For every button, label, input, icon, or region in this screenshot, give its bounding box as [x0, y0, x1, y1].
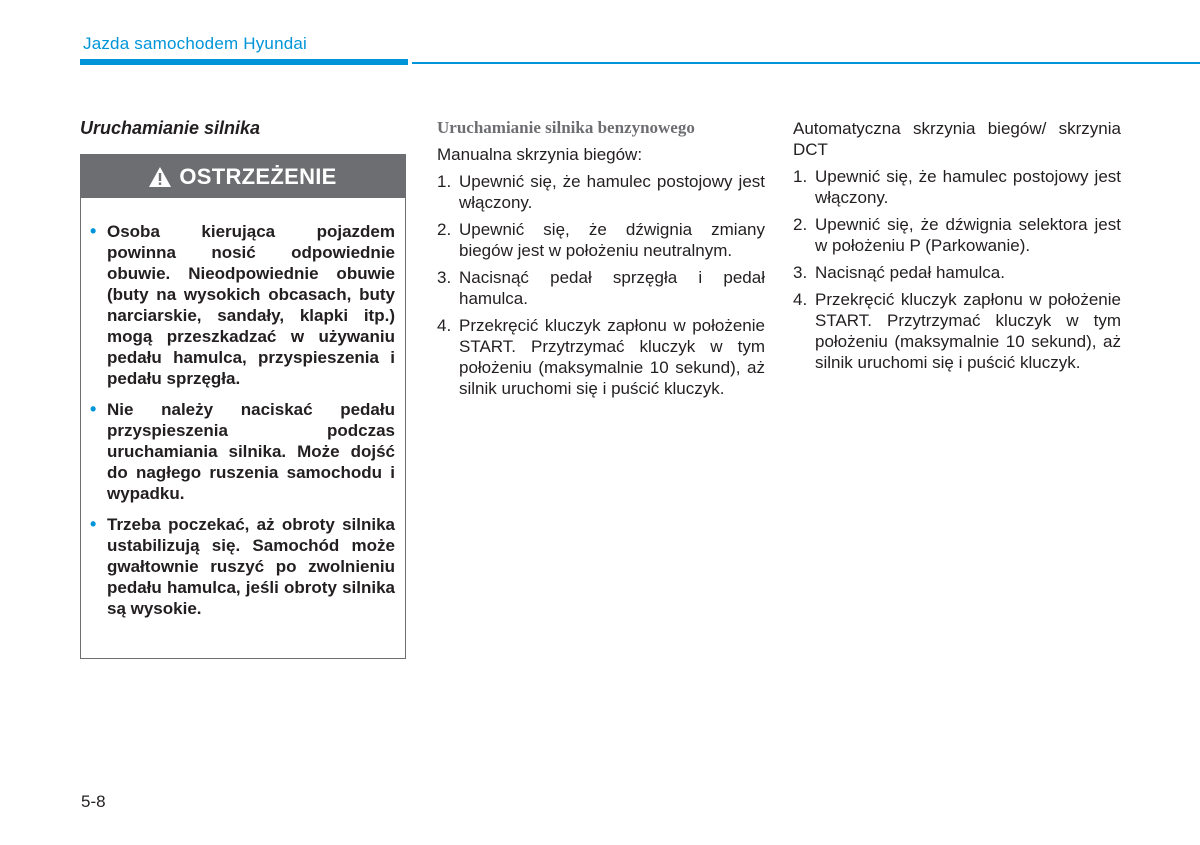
automatic-transmission-section	[793, 118, 1121, 379]
list-item	[793, 166, 1121, 208]
step-number: 3.	[437, 268, 452, 287]
step-text: Upewnić się, że dźwignia selektora jest w położeniu P (Parkowanie).	[815, 215, 1121, 255]
warning-item: • Nie należy naciskać pedału przyspieszenia podczas uruchamiania silnika. Może dojść do nagłego ruszenia samochodu i wypadku.	[107, 399, 395, 504]
step-number: 3.	[793, 263, 808, 282]
warning-item: • Osoba kierująca pojazdem powinna nosić odpowiednie obuwie. Nieodpowiednie obuwie (buty na wysokich obcasach, buty narciarskie, sandały, klapki itp.) mogą przeszkadzać w używaniu pedału hamulca, przyspieszenia i pedału sprzęgła.	[107, 221, 395, 389]
step-text: Przekręcić kluczyk zapłonu w położenie START. Przytrzymać kluczyk w tym położeniu (maksymalnie 10 sekund), aż silnik uruchomi się i puścić kluczyk.	[459, 316, 765, 398]
step-text: Przekręcić kluczyk zapłonu w położenie START. Przytrzymać kluczyk w tym położeniu (maksymalnie 10 sekund), aż silnik uruchomi się i puścić kluczyk.	[815, 290, 1121, 372]
page-number: 5-8	[81, 792, 106, 811]
manual-transmission-label: Manualna skrzynia biegów:	[437, 145, 643, 164]
step-number: 2.	[437, 220, 452, 239]
warning-title: OSTRZEŻENIE	[179, 163, 337, 189]
header-divider-line	[412, 62, 1200, 64]
header-accent-bar	[80, 59, 408, 65]
list-item	[437, 315, 765, 399]
engine-start-heading: Uruchamianie silnika	[80, 118, 261, 138]
warning-triangle-icon	[149, 167, 171, 187]
step-number: 4.	[793, 290, 808, 309]
warning-header	[81, 155, 405, 198]
manual-steps-list	[437, 171, 765, 399]
list-item	[793, 262, 1121, 283]
step-number: 2.	[793, 215, 808, 234]
list-item	[437, 171, 765, 213]
section-title: Jazda samochodem Hyundai	[83, 34, 308, 53]
step-text: Upewnić się, że dźwignia zmiany biegów jest w położeniu neutralnym.	[459, 220, 765, 260]
step-text: Nacisnąć pedał sprzęgła i pedał hamulca.	[459, 268, 765, 308]
petrol-engine-heading: Uruchamianie silnika benzynowego	[437, 118, 695, 137]
warning-box	[80, 154, 406, 659]
automatic-steps-list	[793, 166, 1121, 373]
step-text: Nacisnąć pedał hamulca.	[815, 263, 1005, 282]
step-number: 1.	[793, 167, 808, 186]
automatic-transmission-label: Automatyczna skrzynia biegów/ skrzynia DCT	[793, 119, 1121, 159]
list-item	[793, 214, 1121, 256]
list-item	[437, 267, 765, 309]
step-number: 1.	[437, 172, 452, 191]
list-item	[437, 219, 765, 261]
warning-item: • Trzeba poczekać, aż obroty silnika ustabilizują się. Samochód może gwałtownie ruszyć po zwolnieniu pedału hamulca, jeśli obroty silnika są wysokie.	[107, 514, 395, 619]
step-text: Upewnić się, że hamulec postojowy jest włączony.	[815, 167, 1121, 207]
step-number: 4.	[437, 316, 452, 335]
step-text: Upewnić się, że hamulec postojowy jest włączony.	[459, 172, 765, 212]
warning-list	[81, 198, 405, 619]
list-item	[793, 289, 1121, 373]
petrol-engine-section	[437, 118, 765, 405]
